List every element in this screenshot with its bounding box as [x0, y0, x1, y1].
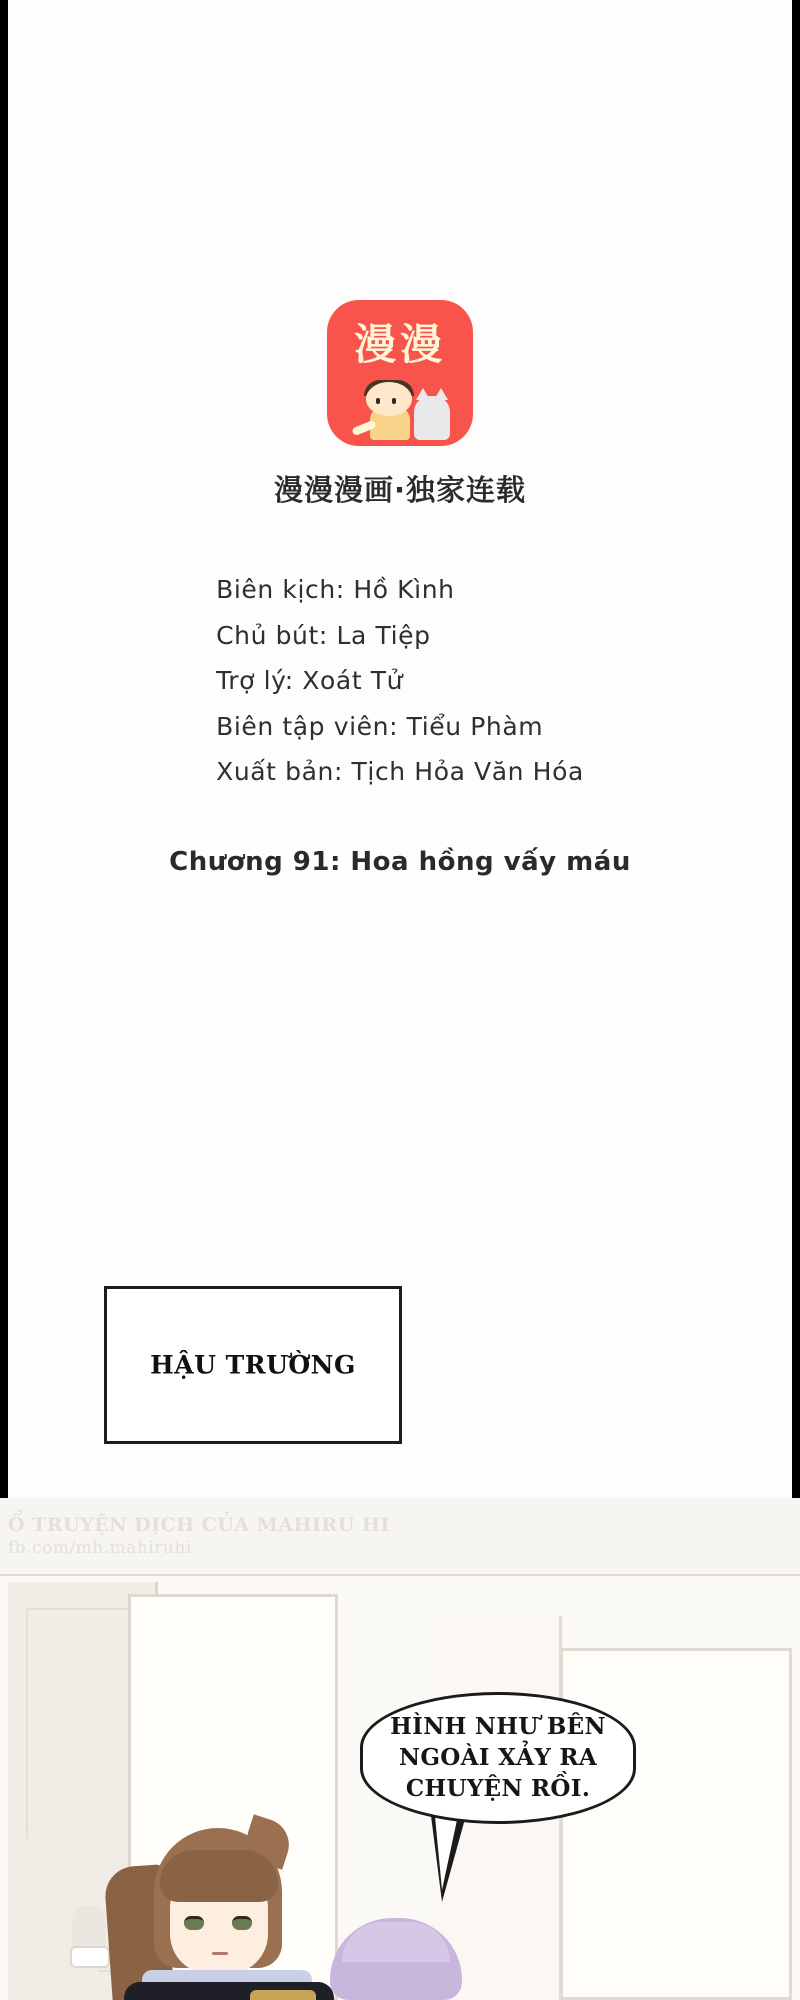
app-tagline: 漫漫漫画·独家连载	[273, 473, 527, 507]
credits-block	[0, 300, 800, 877]
app-logo-mascot-icon	[348, 378, 452, 440]
watermark-line-2: fb.com/mh.mahiruhi	[8, 1538, 192, 1558]
credits-list	[216, 567, 584, 795]
app-logo-text: 漫漫	[353, 320, 446, 369]
behind-the-scenes-panel	[104, 1286, 402, 1444]
ponytail-girl	[100, 1820, 348, 2000]
app-logo-icon	[327, 300, 473, 446]
purple-hair-girl	[330, 1918, 462, 2000]
credit-line-editor-in-chief: Chủ bút: La Tiệp	[216, 620, 431, 650]
scene-door-right	[560, 1648, 792, 2000]
side-figure-white-sleeve	[20, 1818, 112, 2000]
chapter-title: Chương 91: Hoa hồng vấy máu	[169, 846, 631, 877]
credit-line-editor: Biên tập viên: Tiểu Phàm	[216, 711, 544, 741]
credit-line-assistant: Trợ lý: Xoát Tử	[216, 666, 404, 695]
speech-balloon-text: HÌNH NHƯ BÊN NGOÀI XẢY RA CHUYỆN RỒI.	[390, 1712, 606, 1802]
speech-balloon	[360, 1692, 636, 1824]
behind-the-scenes-label: HẬU TRƯỜNG	[150, 1350, 356, 1380]
watermark	[8, 1514, 390, 1558]
watermark-line-1: Ổ TRUYỆN DỊCH CỦA MAHIRU HI	[8, 1514, 390, 1536]
credit-line-publisher: Xuất bản: Tịch Hỏa Văn Hóa	[216, 757, 584, 786]
credit-line-writer: Biên kịch: Hồ Kình	[216, 575, 455, 604]
